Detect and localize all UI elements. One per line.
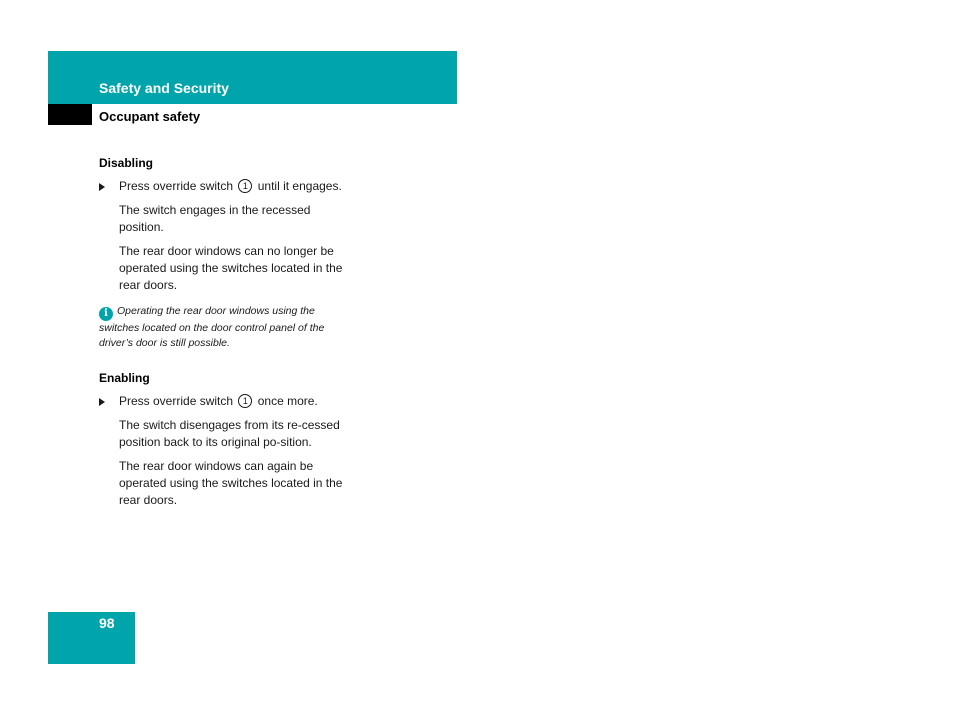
page-number-box <box>48 612 135 664</box>
section-marker-tab <box>48 104 92 125</box>
disabling-step <box>99 178 344 195</box>
enabling-step <box>99 393 344 410</box>
disabling-step-text-before: Press override switch <box>119 179 234 193</box>
section-title: Safety and Security <box>99 80 229 96</box>
bullet-arrow-icon <box>99 183 105 191</box>
section-header-band <box>48 51 457 104</box>
enabling-result-1: The switch disengages from its re-cessed position back to its original po-sition. <box>119 418 340 449</box>
enabling-result-2: The rear door windows can again be operated using the switches located in the rear doors. <box>119 459 343 507</box>
disabling-step-text-after: until it engages. <box>257 179 342 193</box>
info-icon: i <box>99 307 113 321</box>
enabling-step-text-before: Press override switch <box>119 394 234 408</box>
disabling-heading: Disabling <box>99 156 154 170</box>
switch-number-circle: 1 <box>238 394 252 408</box>
switch-number-circle: 1 <box>238 179 252 193</box>
bullet-arrow-icon <box>99 398 105 406</box>
enabling-heading: Enabling <box>99 371 150 385</box>
info-note-text: Operating the rear door windows using the switches located on the door control panel of the driver’s door is still possible. <box>99 305 325 349</box>
subsection-title: Occupant safety <box>99 109 201 124</box>
disabling-result-2: The rear door windows can no longer be operated using the switches located in the rear doors. <box>119 244 343 292</box>
page-content <box>99 155 344 516</box>
enabling-step-text-after: once more. <box>257 394 318 408</box>
info-note <box>99 304 344 350</box>
disabling-result-1: The switch engages in the recessed position. <box>119 203 311 234</box>
page-number: 98 <box>99 615 115 631</box>
